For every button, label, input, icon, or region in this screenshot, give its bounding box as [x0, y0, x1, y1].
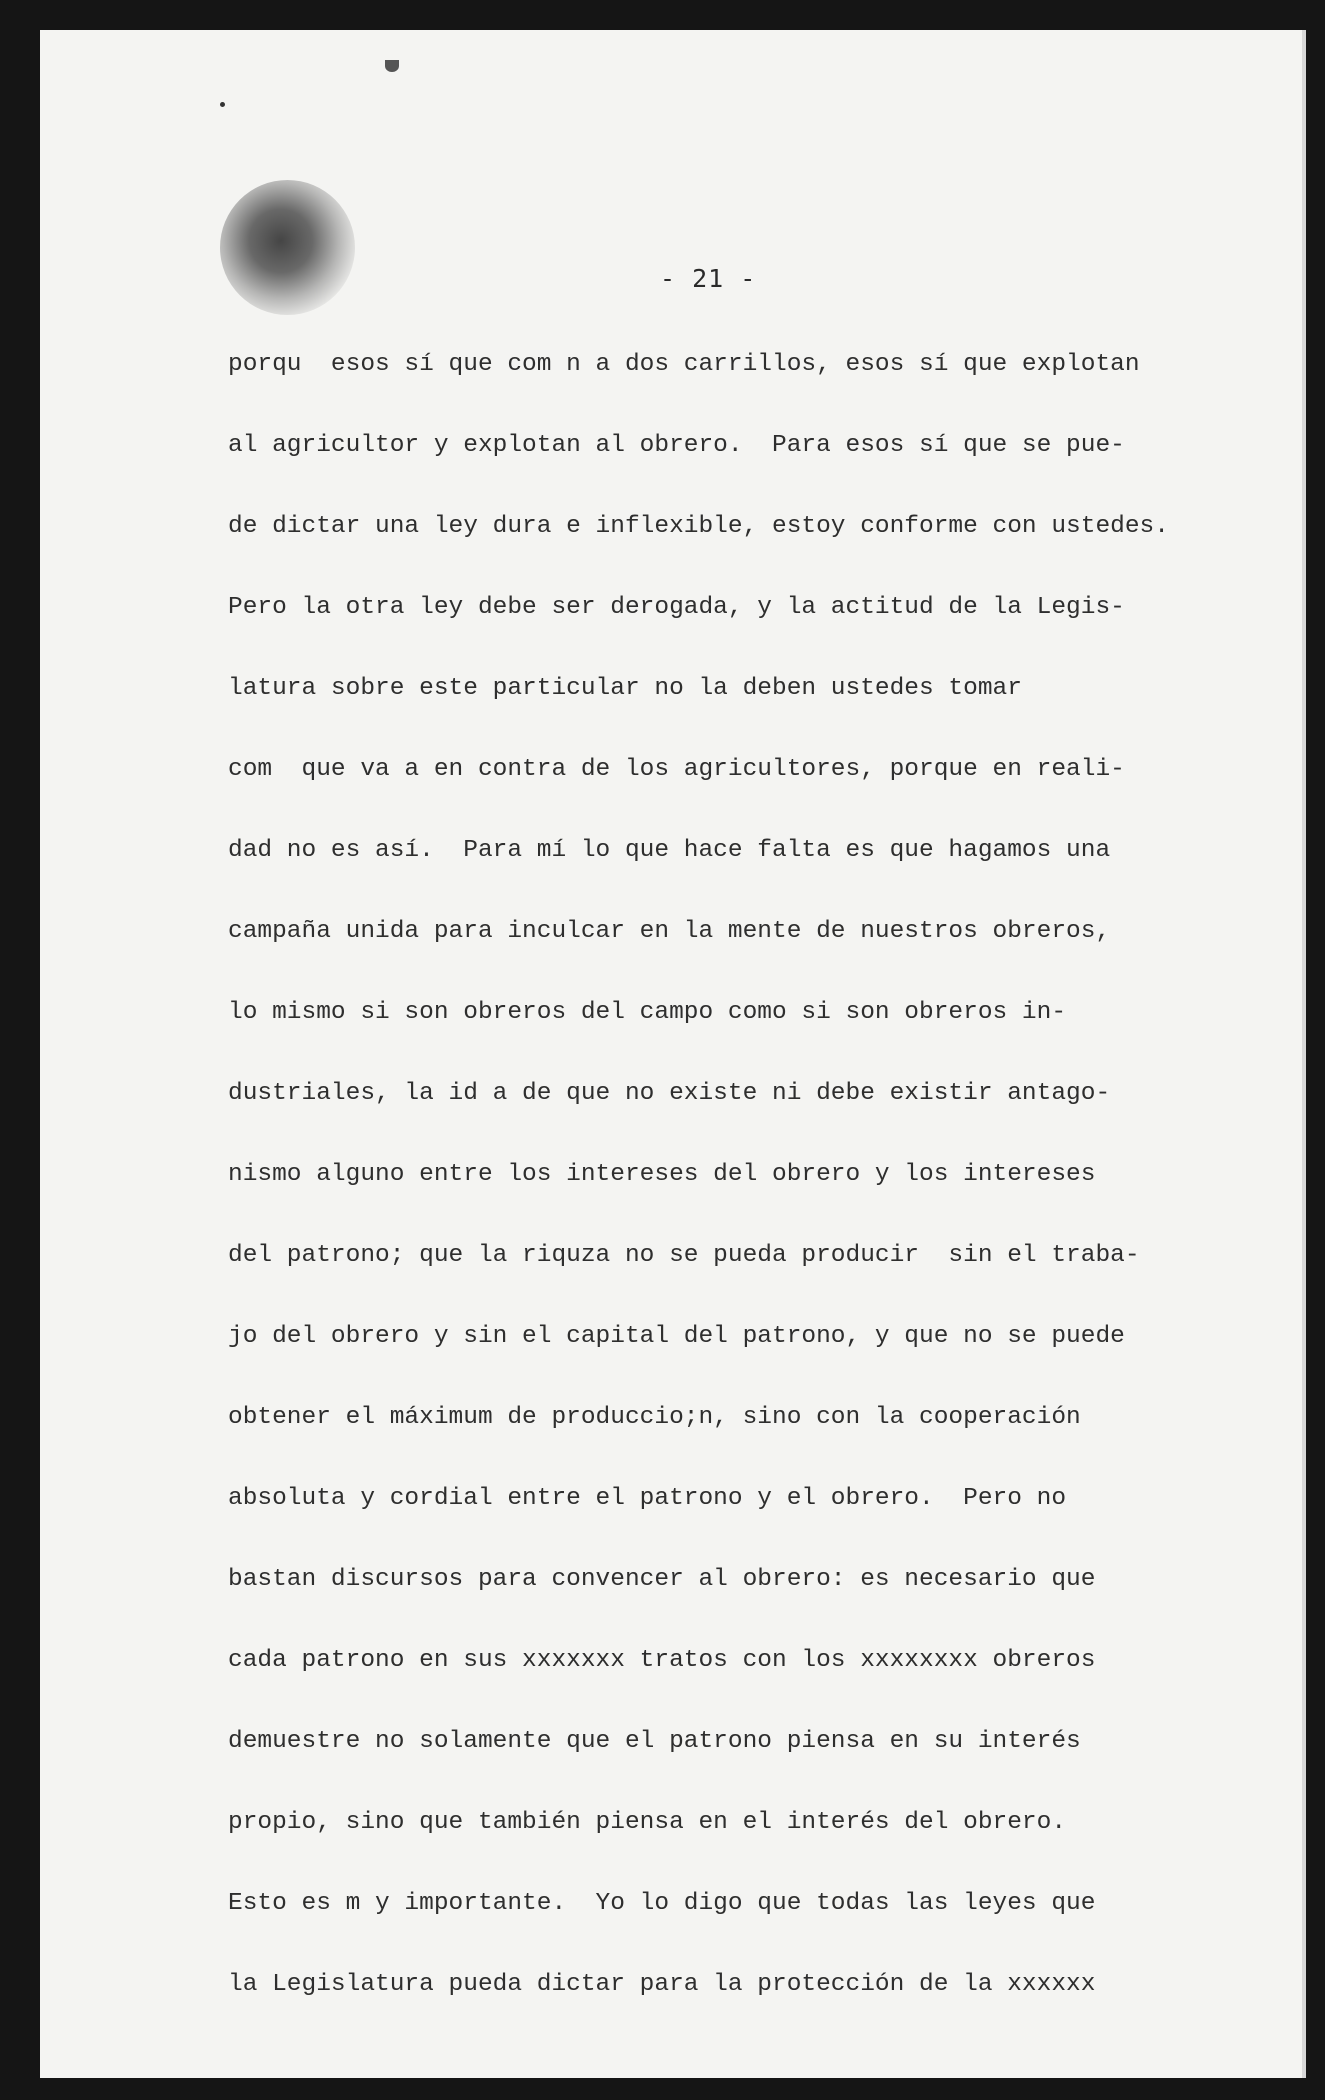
text-line: obtener el máximum de produccio;n, sino con la cooperación [228, 1404, 1081, 1431]
text-line: al agricultor y explotan al obrero. Para esos sí que se pue- [228, 432, 1125, 459]
text-line: de dictar una ley dura e inflexible, estoy conforme con ustedes. [228, 513, 1169, 540]
text-line: com que va a en contra de los agricultores, porque en reali- [228, 756, 1125, 783]
text-line: Esto es m y importante. Yo lo digo que todas las leyes que [228, 1890, 1096, 1917]
text-line: la Legislatura pueda dictar para la protección de la xxxxxx [228, 1971, 1096, 1998]
text-line: dad no es así. Para mí lo que hace falta es que hagamos una [228, 837, 1111, 864]
text-line: del patrono; que la riquza no se pueda producir sin el traba- [228, 1242, 1140, 1269]
text-line: propio, sino que también piensa en el interés del obrero. [228, 1809, 1067, 1836]
page-number: - 21 - [660, 264, 757, 293]
text-line: absoluta y cordial entre el patrono y el obrero. Pero no [228, 1485, 1067, 1512]
body-text [228, 345, 1258, 2046]
ink-mark [385, 60, 399, 72]
ink-dot [220, 102, 225, 107]
text-line: cada patrono en sus xxxxxxx tratos con los xxxxxxxx obreros [228, 1647, 1096, 1674]
text-line: demuestre no solamente que el patrono piensa en su interés [228, 1728, 1081, 1755]
text-line: Pero la otra ley debe ser derogada, y la actitud de la Legis- [228, 594, 1125, 621]
text-line: dustriales, la id a de que no existe ni debe existir antago- [228, 1080, 1111, 1107]
text-line: campaña unida para inculcar en la mente de nuestros obreros, [228, 918, 1111, 945]
text-line: jo del obrero y sin el capital del patrono, y que no se puede [228, 1323, 1125, 1350]
text-line: latura sobre este particular no la deben ustedes tomar [228, 675, 1022, 702]
text-line: lo mismo si son obreros del campo como si son obreros in- [228, 999, 1067, 1026]
text-line: bastan discursos para convencer al obrero: es necesario que [228, 1566, 1096, 1593]
text-line: nismo alguno entre los intereses del obrero y los intereses [228, 1161, 1096, 1188]
text-line: porqu esos sí que com n a dos carrillos, esos sí que explotan [228, 351, 1140, 378]
ink-blot [220, 180, 355, 315]
